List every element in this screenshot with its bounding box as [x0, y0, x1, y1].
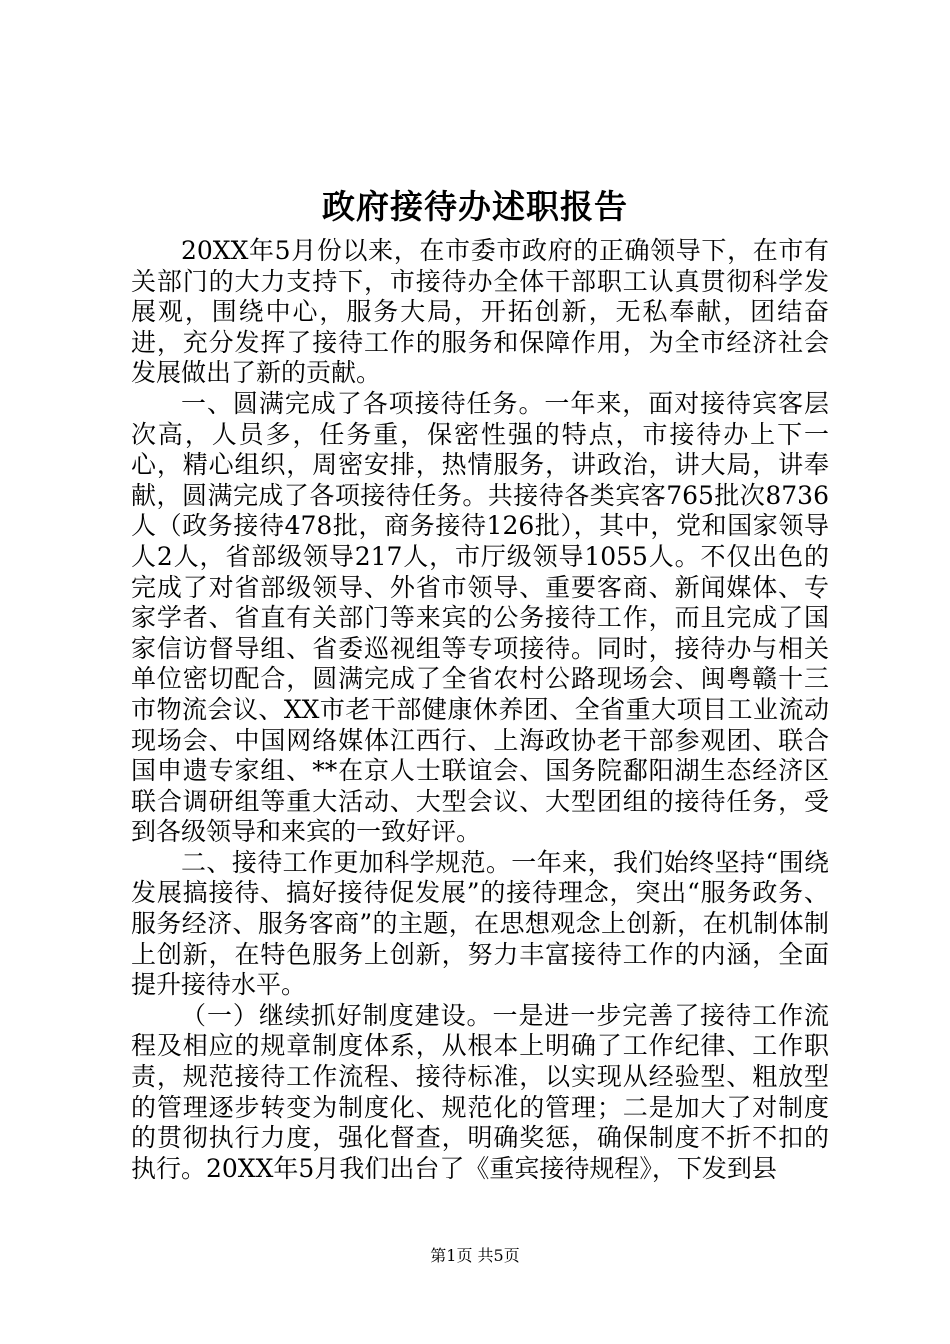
- paragraph-section-1: 一、圆满完成了各项接待任务。一年来，面对接待宾客层次高，人员多，任务重，保密性强的特点，市接待办上下一心，精心组织，周密安排，热情服务，讲政治，讲大局，讲奉献，圆满完成了各项接待任务。共接待各类宾客765批次8736人（政务接待478批，商务接待126批），其中，党和国家领导人2人，省部级领导217人，市厅级领导1055人。不仅出色的完成了对省部级领导、外省市领导、重要客商、新闻媒体、专家学者、省直有关部门等来宾的公务接待工作，而且完成了国家信访督导组、省委巡视组等专项接待。同时，接待办与相关单位密切配合，圆满完成了全省农村公路现场会、闽粤赣十三市物流会议、XX市老干部健康休养团、全省重大项目工业流动现场会、中国网络媒体江西行、上海政协老干部参观团、联合国申遗专家组、**在京人士联谊会、国务院鄱阳湖生态经济区联合调研组等重大活动、大型会议、大型团组的接待任务，受到各级领导和来宾的一致好评。: [131, 388, 829, 847]
- paragraph-section-2: 二、接待工作更加科学规范。一年来，我们始终坚持“围绕发展搞接待、搞好接待促发展”的接待理念，突出“服务政务、服务经济、服务客商”的主题，在思想观念上创新，在机制体制上创新，在特色服务上创新，努力丰富接待工作的内涵，全面提升接待水平。: [131, 847, 829, 1000]
- document-body: [131, 236, 829, 1184]
- paragraph-subsection-1: （一）继续抓好制度建设。一是进一步完善了接待工作流程及相应的规章制度体系，从根本上明确了工作纪律、工作职责，规范接待工作流程、接待标准，以实现从经验型、粗放型的管理逐步转变为制度化、规范化的管理；二是加大了对制度的贯彻执行力度，强化督查，明确奖惩，确保制度不折不扣的执行。20XX年5月我们出台了《重宾接待规程》，下发到县: [131, 1000, 829, 1183]
- page-footer: 第1页 共5页: [430, 1246, 520, 1265]
- paragraph-intro: 20XX年5月份以来，在市委市政府的正确领导下，在市有关部门的大力支持下，市接待办全体干部职工认真贯彻科学发展观，围绕中心，服务大局，开拓创新，无私奉献，团结奋进，充分发挥了接待工作的服务和保障作用，为全市经济社会发展做出了新的贡献。: [131, 236, 829, 388]
- document-title: 政府接待办述职报告: [322, 187, 628, 226]
